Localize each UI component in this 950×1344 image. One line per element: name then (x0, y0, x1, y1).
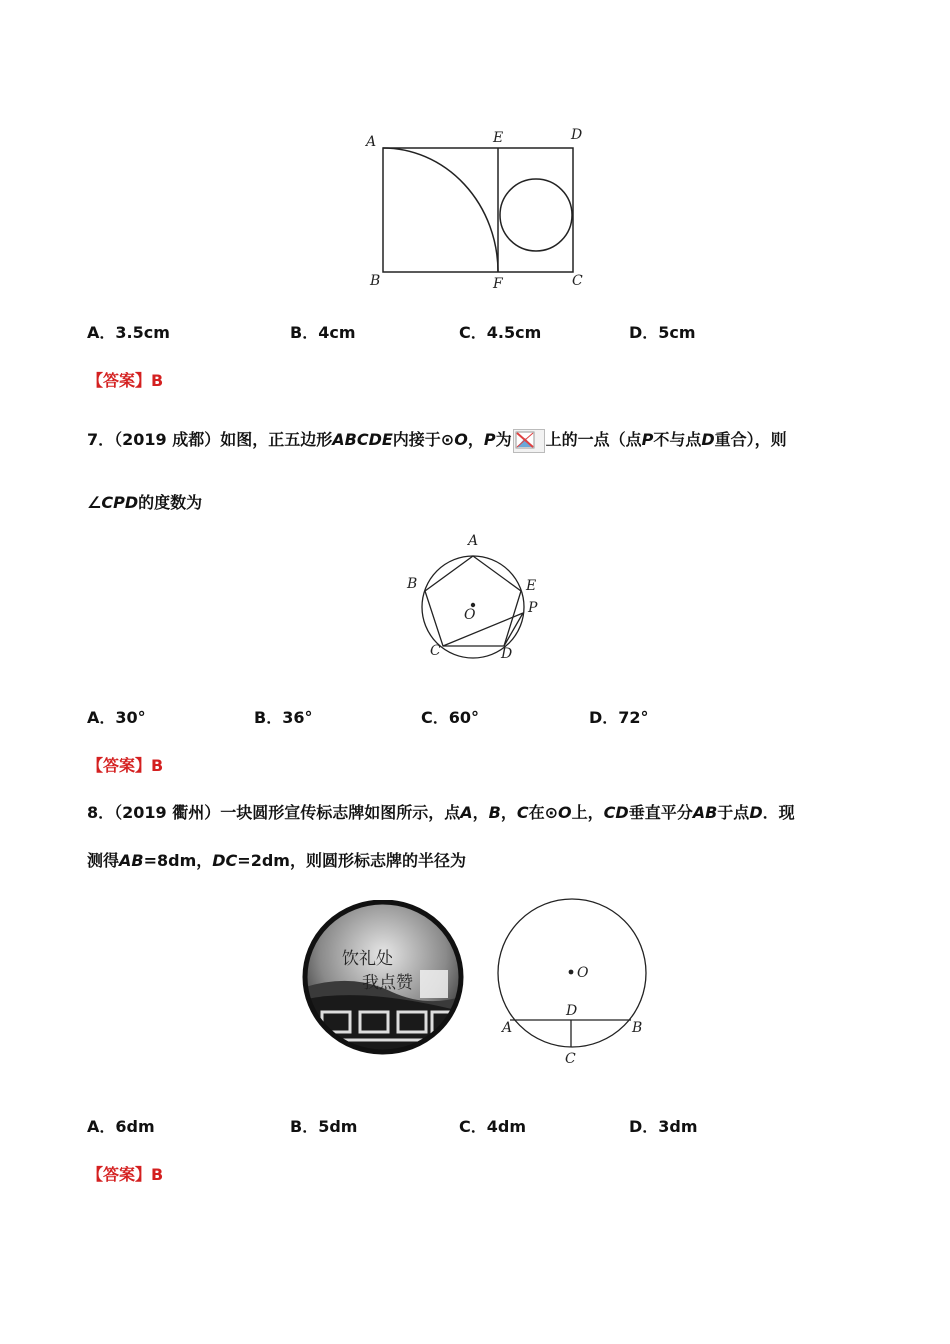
q6-option-b: B．4cm (290, 323, 356, 342)
label-p: P (528, 600, 538, 616)
q7-option-c: C．60° (421, 708, 480, 727)
q6-option-a: A．3.5cm (87, 323, 170, 342)
rectangle-abcd (383, 148, 573, 272)
quarter-arc (383, 148, 498, 272)
label-c: C (430, 643, 441, 659)
label-c: C (572, 273, 583, 289)
label-b: B (632, 1020, 643, 1036)
figure-rectangle-arc-circle (360, 122, 600, 294)
label-d: D (571, 127, 583, 143)
label-d: D (566, 1003, 578, 1019)
sign-photo (302, 900, 464, 1055)
q7-option-b: B．36° (254, 708, 313, 727)
q6-option-c: C．4.5cm (459, 323, 542, 342)
label-e: E (526, 578, 537, 594)
q8-option-d: D．3dm (629, 1117, 698, 1136)
sign-text-line2: 我点赞 (362, 973, 413, 993)
label-a: A (366, 134, 377, 150)
sign-text-line1: 饮礼处 (342, 949, 393, 969)
label-a: A (468, 533, 479, 549)
q8-answer: 【答案】B (87, 1165, 164, 1184)
figure-pentagon-circle (400, 530, 550, 665)
q7-option-d: D．72° (589, 708, 649, 727)
q8-question-line1: 8．（2019 衢州）一块圆形宣传标志牌如图所示，点A，B，C在⊙O上，CD垂直平分AB于点D．现 (87, 803, 795, 822)
q8-option-b: B．5dm (290, 1117, 358, 1136)
label-b: B (407, 576, 418, 592)
label-d: D (501, 646, 513, 662)
arc-ed-image-icon (513, 429, 545, 453)
figure-circle-chord (490, 893, 660, 1073)
label-o: O (577, 965, 589, 981)
segment-dp (504, 613, 523, 646)
q8-option-a: A．6dm (87, 1117, 155, 1136)
q6-answer: 【答案】B (87, 371, 164, 390)
label-b: B (370, 273, 381, 289)
label-c: C (565, 1051, 576, 1067)
label-e: E (493, 130, 504, 146)
label-f: F (493, 276, 503, 292)
q8-option-c: C．4dm (459, 1117, 527, 1136)
q8-question-line2: 测得AB=8dm，DC=2dm，则圆形标志牌的半径为 (87, 851, 466, 870)
center-dot (569, 970, 574, 975)
q7-question-line2: ∠CPD的度数为 (87, 493, 203, 512)
q7-answer: 【答案】B (87, 756, 164, 775)
q6-option-d: D．5cm (629, 323, 696, 342)
q7-option-a: A．30° (87, 708, 146, 727)
q7-question-line1: 7．（2019 成都）如图，正五边形ABCDE内接于⊙O，P为 上的一点（点P不与点D重合），则 (87, 427, 787, 453)
inscribed-circle (500, 179, 572, 251)
label-o: O (464, 607, 476, 623)
label-a: A (502, 1020, 513, 1036)
